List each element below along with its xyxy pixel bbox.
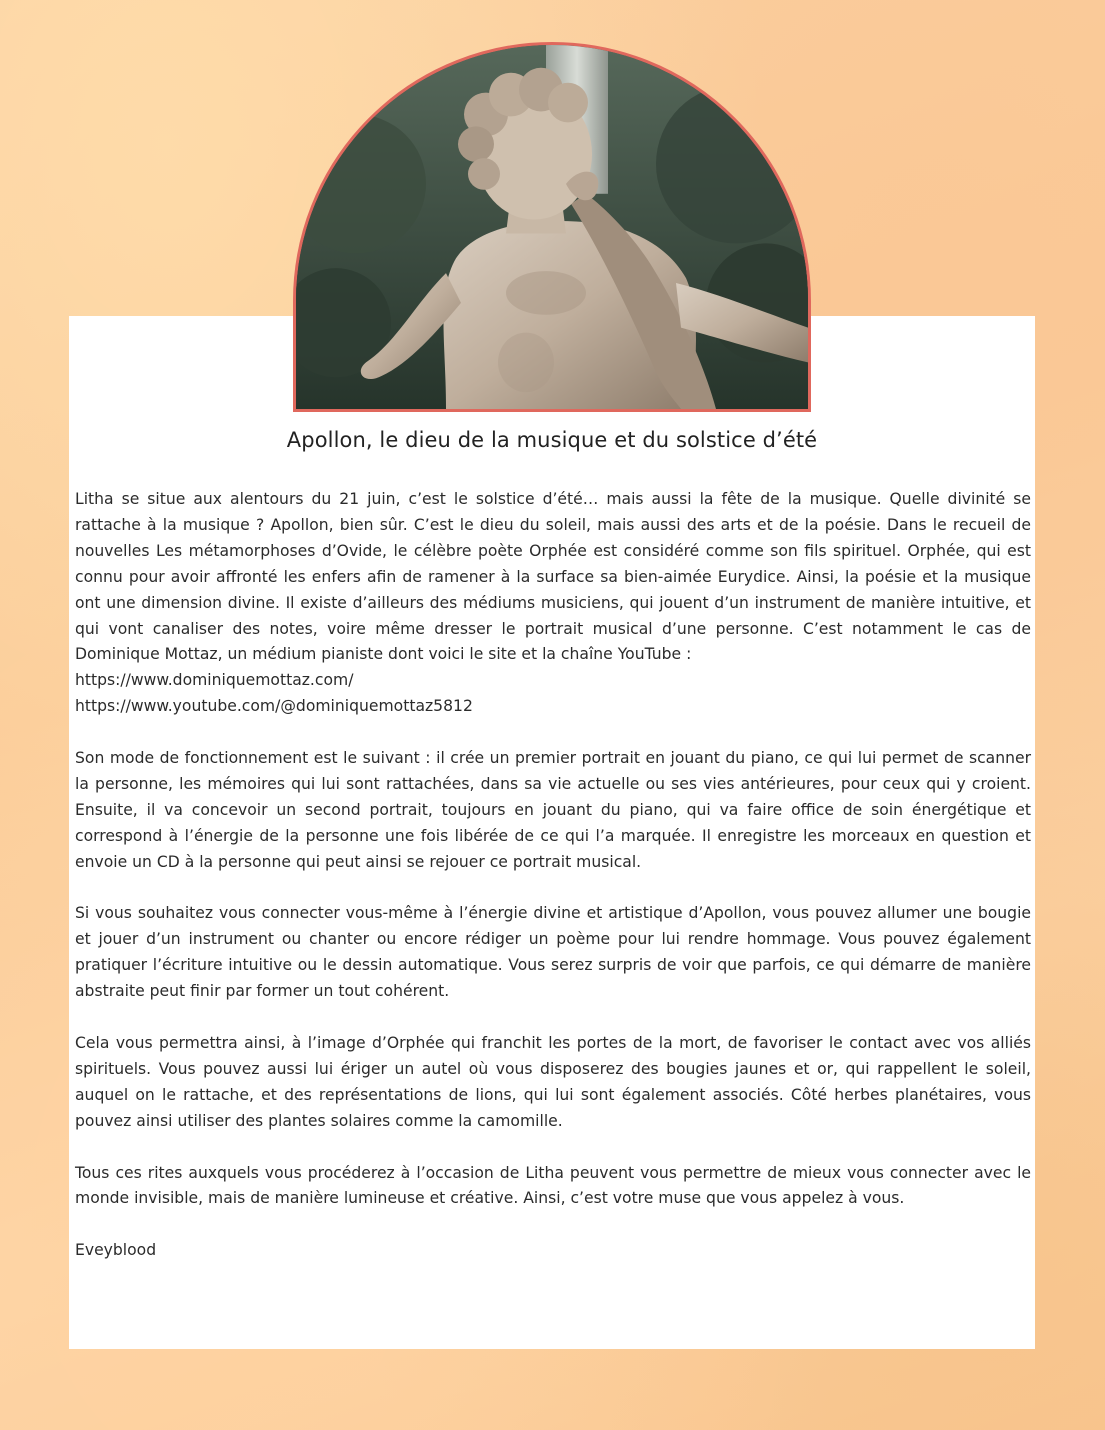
apollo-statue-image	[293, 42, 811, 412]
article-body	[75, 487, 1031, 1290]
paragraph-intro	[75, 487, 1031, 720]
paragraph-rites: Tous ces rites auxquels vous procéderez à l’occasion de Litha peuvent vous permettre de mieux vous connecter avec le monde invisible, mais de manière lumineuse et créative. Ainsi, c’est votre muse que vous appelez à vous.	[75, 1163, 1031, 1208]
youtube-link[interactable]: https://www.youtube.com/@dominiquemottaz5812	[75, 697, 473, 716]
signature: Eveyblood	[75, 1241, 157, 1260]
article-title: Apollon, le dieu de la musique et du solstice d’été	[286, 428, 818, 452]
paragraph-altar: Cela vous permettra ainsi, à l’image d’Orphée qui franchit les portes de la mort, de favoriser le contact avec vos alliés spirituels. Vous pouvez aussi lui ériger un autel où vous disposerez des bougies jaunes et or, qui rappellent le soleil, auquel on le rattache, et des représentations de lions, qui lui sont également associés. Côté herbes planétaires, vous pouvez ainsi utiliser des plantes solaires comme la camomille.	[75, 1033, 1031, 1130]
paragraph-connect: Si vous souhaitez vous connecter vous-même à l’énergie divine et artistique d’Apollon, vous pouvez allumer une bougie et jouer d’un instrument ou chanter ou encore rédiger un poème pour lui rendre hommage. Vous pouvez également pratiquer l’écriture intuitive ou le dessin automatique. Vous serez surpris de voir que parfois, ce qui démarre de manière abstraite peut finir par former un tout cohérent.	[75, 904, 1031, 1001]
paragraph-method: Son mode de fonctionnement est le suivant : il crée un premier portrait en jouant du piano, ce qui lui permet de scanner la personne, les mémoires qui lui sont rattachées, dans sa vie actuelle ou ses vies antérieures, pour ceux qui y croient. Ensuite, il va concevoir un second portrait, toujours en jouant du piano, qui va faire office de soin énergétique et correspond à l’énergie de la personne une fois libérée de ce qui l’a marquée. Il enregistre les morceaux en question et envoie un CD à la personne qui peut ainsi se rejouer ce portrait musical.	[75, 749, 1031, 871]
paragraph-intro-text: Litha se situe aux alentours du 21 juin, c’est le solstice d’été… mais aussi la fête de la musique. Quelle divinité se rattache à la musique ? Apollon, bien sûr. C’est le dieu du soleil, mais aussi des arts et de la poésie. Dans le recueil de nouvelles Les métamorphoses d’Ovide, le célèbre poète Orphée est considéré comme son fils spirituel. Orphée, qui est connu pour avoir affronté les enfers afin de ramener à la surface sa bien-aimée Eurydice. Ainsi, la poésie et la musique ont une dimension divine. Il existe d’ailleurs des médiums musiciens, qui jouent d’un instrument de manière intuitive, et qui vont canaliser des notes, voire même dresser le portrait musical d’une personne. C’est notamment le cas de Dominique Mottaz, un médium pianiste dont voici le site et la chaîne YouTube :	[75, 490, 1031, 664]
statue-illustration	[296, 45, 808, 409]
website-link[interactable]: https://www.dominiquemottaz.com/	[75, 671, 354, 690]
